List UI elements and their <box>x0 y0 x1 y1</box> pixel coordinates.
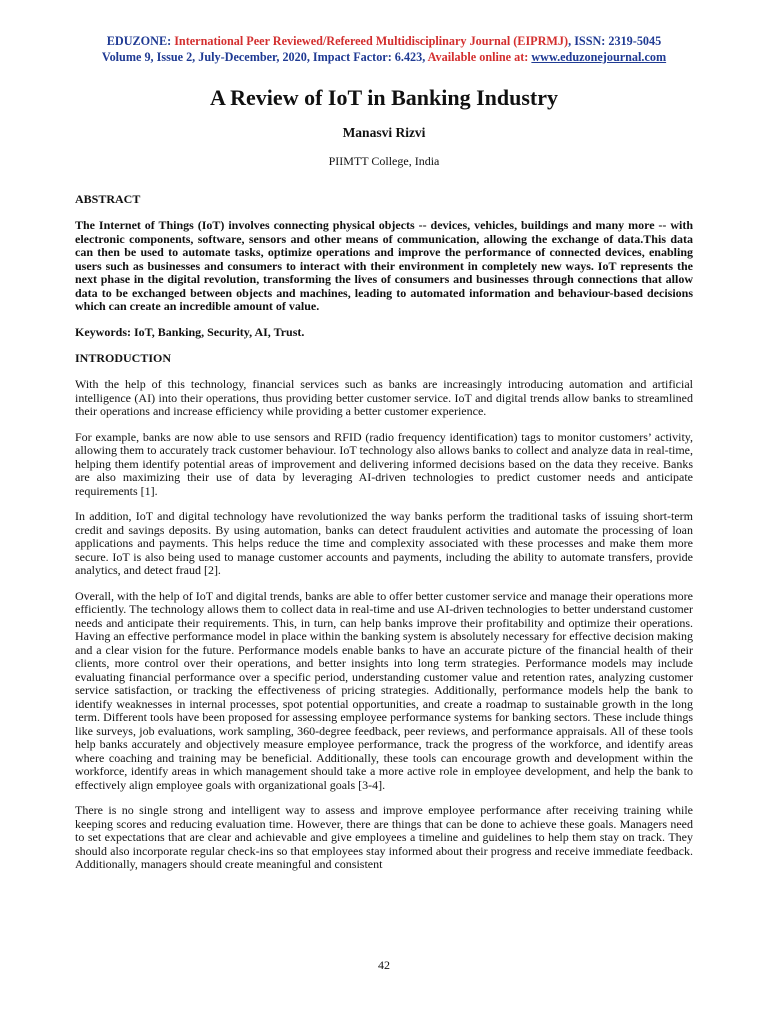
intro-paragraph-1: With the help of this technology, financial services such as banks are increasingly introducing automation and artificial intelligence (AI) into their operations, thus providing better customer service. IoT and digital trends allow banks to streamlined their operations and increase efficiency while providing a better customer experience. <box>75 377 693 418</box>
available-label: Available online at: <box>427 50 532 64</box>
intro-paragraph-5: There is no single strong and intelligent way to assess and improve employee performance after receiving training while keeping scores and reducing evaluation time. However, there are things that can be done to achieve these goals. Managers need to set expectations that are clear and achievable and give employees a timeline and guidelines to help them stay on track. They should also incorporate regular check-ins so that employees stay informed about their progress and receive immediate feedback. Additionally, managers should create meaningful and consistent <box>75 803 693 871</box>
author-affiliation: PIIMTT College, India <box>328 154 440 168</box>
journal-name: International Peer Reviewed/Refereed Multidisciplinary Journal (EIPRMJ) <box>174 34 569 48</box>
journal-issn: , ISSN: 2319-5045 <box>568 34 662 48</box>
volume-info: Volume 9, Issue 2, July-December, 2020, Impact Factor: 6.423, <box>101 50 428 64</box>
author-name: Manasvi Rizvi <box>342 125 426 140</box>
abstract-heading: ABSTRACT <box>75 192 141 206</box>
journal-header-line-1 <box>75 0 693 49</box>
keywords: Keywords: IoT, Banking, Security, AI, Trust. <box>75 324 305 339</box>
journal-url-link[interactable]: www.eduzonejournal.com <box>531 50 667 64</box>
intro-paragraph-4: Overall, with the help of IoT and digital trends, banks are able to offer better customer service and manage their operations more efficiently. The technology allows them to collect data in real-time and use AI-driven technologies to better understand customer needs and anticipate their requirements. This, in turn, can help banks improve their profitability and optimize their operations. Having an effective performance model in place within the banking system is absolutely necessary for effective decision making and a clear vision for the future. Performance models enable banks to have an accurate picture of the financial health of their clients, more control over their operations, and better insights into long term strategies. Performance models may include evaluating financial performance over a specific period, understanding customer value and retention rates, analyzing customer service satisfaction, or tracking the effectiveness of pricing strategies. Additionally, performance models help the bank to identify weaknesses in internal processes, spot potential opportunities, and create a roadmap to sustainable growth in the long term. Different tools have been proposed for assessing employee performance systems for banking sectors. These include things like surveys, job evaluations, work sampling, 360-degree feedback, peer reviews, and performance appraisals. All of these tools help banks accurately and objectively measure employee performance, track the progress of the workforce, and identify areas where coaching and training may be beneficial. Additionally, these tools can encourage growth and development within the workforce, identify areas in which management should take a more active role in employee development, and help the bank to effectively align employee goals with organizational goals [3-4]. <box>75 588 693 792</box>
journal-prefix: EDUZONE: <box>106 34 175 48</box>
journal-header-line-2 <box>75 49 693 65</box>
journal-header <box>75 0 693 65</box>
introduction-heading: INTRODUCTION <box>75 351 172 365</box>
abstract-text: The Internet of Things (IoT) involves connecting physical objects -- devices, vehicles, buildings and many more -- with electronic components, software, sensors and other means of communication, allowing the exchange of data.This data can then be used to automate tasks, optimize operations and improve the performance of connected devices, enabling users such as businesses and consumers to interact with their environment in completely new ways. IoT represents the next phase in the digital revolution, transforming the lives of consumers and businesses through connections that allow data to be exchanged between objects and machines, leading to automated information and behaviour-based decisions which can create an incredible amount of value. <box>75 218 693 313</box>
page-number: 42 <box>378 958 390 972</box>
intro-paragraph-3: In addition, IoT and digital technology have revolutionized the way banks perform the traditional tasks of issuing short-term credit and savings deposits. By using automation, banks can detect fraudulent activities and automate the processing of loan applications and payments. This helps reduce the time and complexity associated with these processes and make them more secure. IoT is also being used to manage customer accounts and payments, including the ability to automate transfers, provide analytics, and detect fraud [2]. <box>75 509 693 577</box>
intro-paragraph-2: For example, banks are now able to use sensors and RFID (radio frequency identification) tags to monitor customers’ activity, allowing them to accurately track customer behaviour. IoT technology also allows banks to collect and analyze data in real-time, helping them identify potential areas of improvement and delivering informed decisions based on the data they receive. Banks are also maximizing their use of data by leveraging AI-driven technologies to predict customer needs and anticipate requirements [1]. <box>75 429 693 498</box>
paper-title: A Review of IoT in Banking Industry <box>209 85 558 110</box>
